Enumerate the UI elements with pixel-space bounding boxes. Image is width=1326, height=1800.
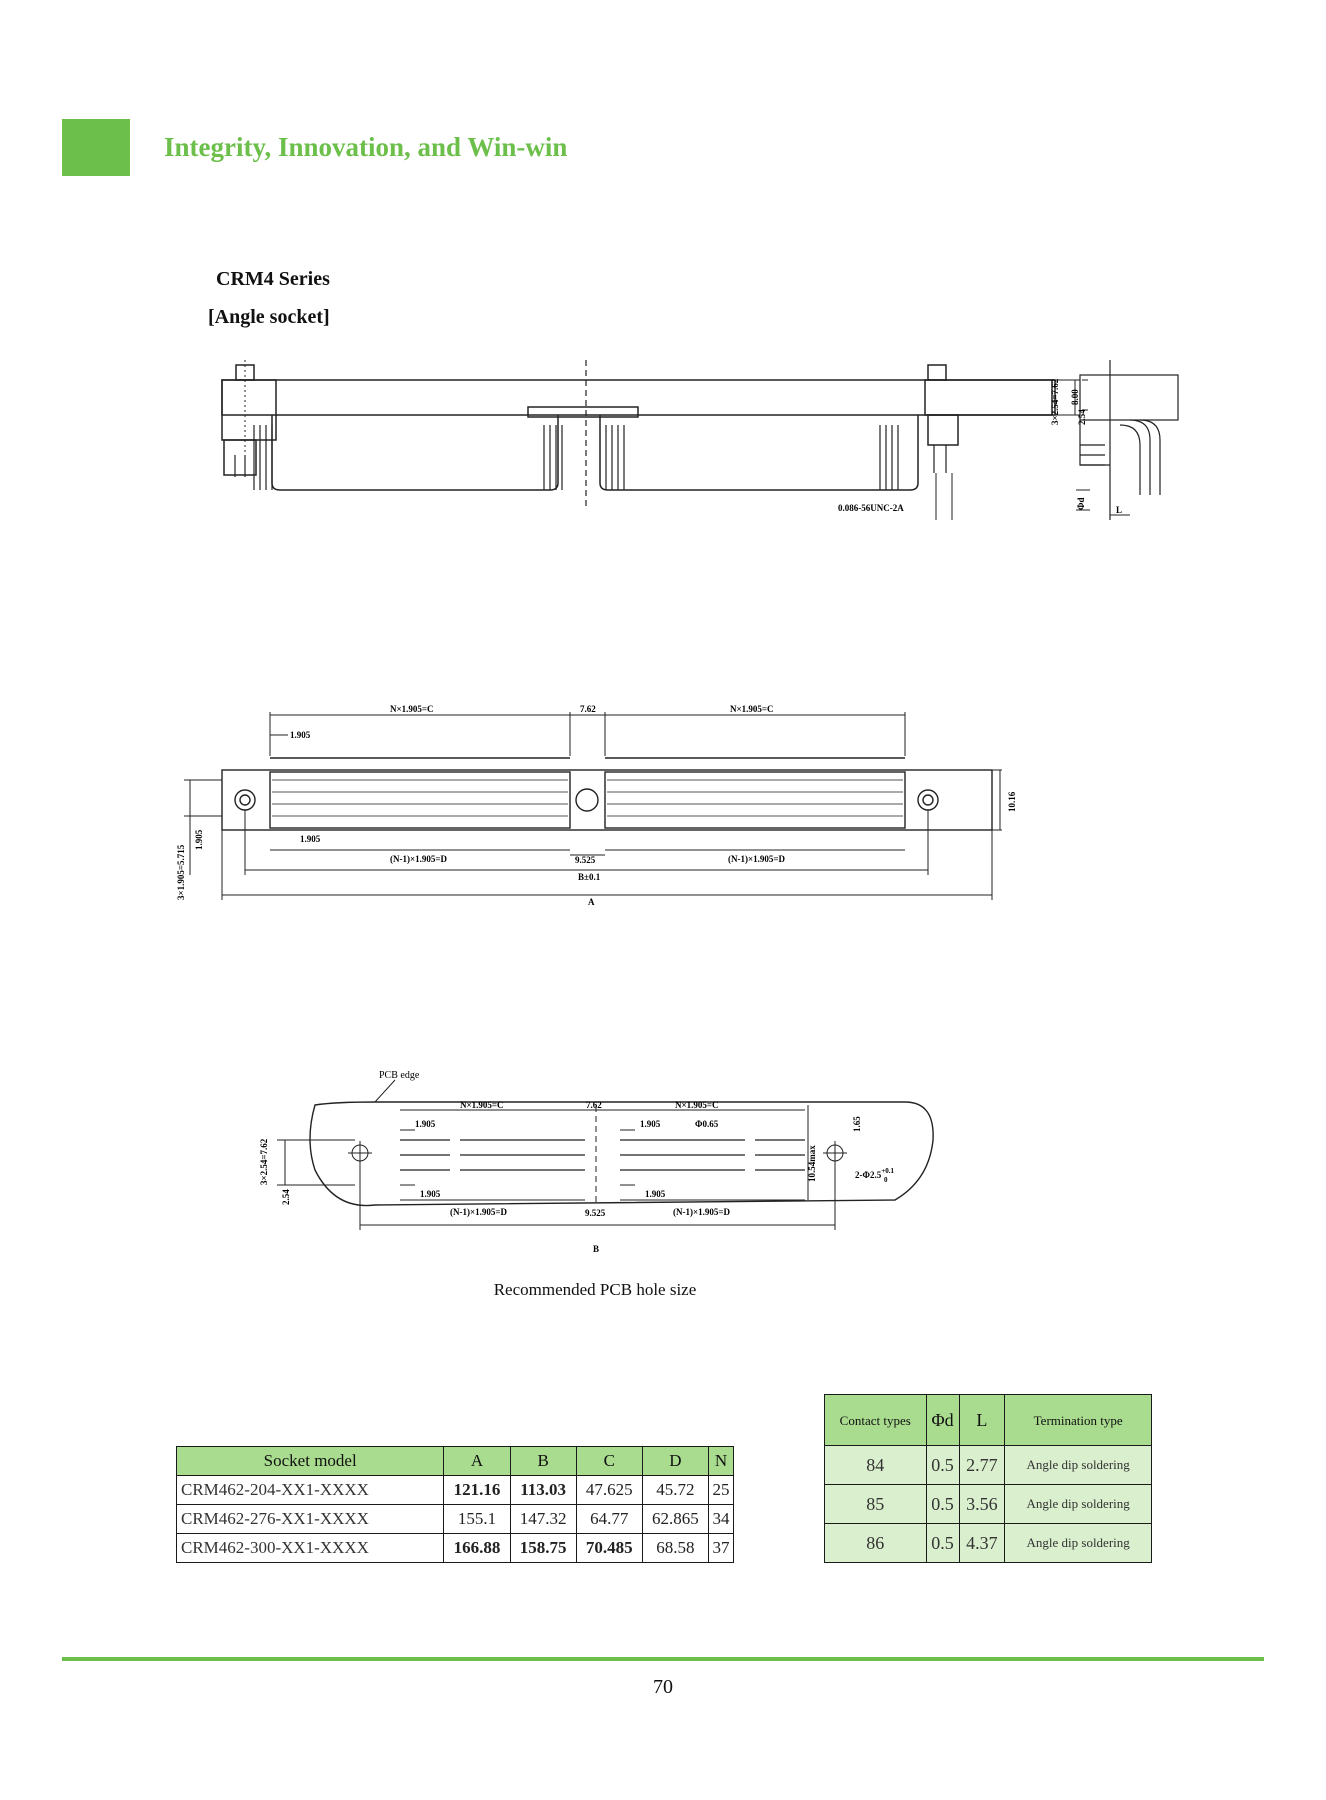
cell-phi-d: 0.5: [926, 1524, 959, 1563]
cell-l: 4.37: [959, 1524, 1005, 1563]
cell-contact-type: 86: [825, 1524, 927, 1563]
dim-gap: 7.62: [580, 704, 596, 714]
table-row: [825, 1446, 1152, 1485]
cell-n: 37: [709, 1534, 734, 1563]
dim-b: B: [593, 1244, 600, 1254]
cell-c: 47.625: [576, 1476, 642, 1505]
dim-pitch-bl: 1.905: [420, 1189, 441, 1199]
dim-pitch-span: 3×2.54=7.62: [1050, 378, 1060, 425]
cell-n: 25: [709, 1476, 734, 1505]
cell-contact-type: 84: [825, 1446, 927, 1485]
dim-c-right: N×1.905=C: [730, 704, 774, 714]
pcb-hole-rows: [400, 1140, 805, 1170]
cell-a: 155.1: [444, 1505, 510, 1534]
dim-pitch-tr: 1.905: [640, 1119, 661, 1129]
header-phi-d: Φd: [926, 1395, 959, 1446]
dim-c-left: N×1.905=C: [460, 1100, 504, 1110]
cell-phi-d: 0.5: [926, 1446, 959, 1485]
cell-a: 121.16: [444, 1476, 510, 1505]
cell-d: 68.58: [642, 1534, 708, 1563]
dim-edge-dist: 1.65: [852, 1116, 862, 1132]
dim-pitch-tl: 1.905: [415, 1119, 436, 1129]
dim-side-pitch: 1.905: [194, 829, 204, 850]
dim-d-right: (N-1)×1.905=D: [673, 1207, 730, 1217]
dim-b: B±0.1: [578, 872, 601, 882]
socket-side-view-drawing: [210, 355, 1180, 525]
dim-height: 10.16: [1007, 791, 1017, 812]
table-row: [177, 1476, 734, 1505]
dim-hole: Φ0.65: [695, 1119, 719, 1129]
cell-l: 3.56: [959, 1485, 1005, 1524]
dim-a: A: [588, 897, 595, 907]
header-b: B: [510, 1447, 576, 1476]
table-row: [177, 1505, 734, 1534]
dim-pitch: 2.54: [1077, 409, 1087, 425]
cell-termination: Angle dip soldering: [1005, 1446, 1152, 1485]
cell-model: CRM462-300-XX1-XXXX: [177, 1534, 444, 1563]
dim-phi-d: Φd: [1076, 497, 1086, 510]
header-l: L: [959, 1395, 1005, 1446]
cell-n: 34: [709, 1505, 734, 1534]
cell-c: 70.485: [576, 1534, 642, 1563]
series-subtitle: [Angle socket]: [208, 306, 330, 328]
header-c: C: [576, 1447, 642, 1476]
cell-model: CRM462-204-XX1-XXXX: [177, 1476, 444, 1505]
pcb-hole-layout-drawing: [255, 1060, 955, 1275]
dim-pitch-br: 1.905: [645, 1189, 666, 1199]
table-header-row: [177, 1447, 734, 1476]
dim-d-right: (N-1)×1.905=D: [728, 854, 785, 864]
dim-d-left: (N-1)×1.905=D: [450, 1207, 507, 1217]
dim-gap: 7.62: [586, 1100, 602, 1110]
dim-c-left: N×1.905=C: [390, 704, 434, 714]
header-termination-type: Termination type: [1005, 1395, 1152, 1446]
socket-top-view-drawing: [170, 700, 1017, 910]
cell-contact-type: 85: [825, 1485, 927, 1524]
header-accent-block: [62, 119, 130, 176]
cell-termination: Angle dip soldering: [1005, 1524, 1152, 1563]
cell-c: 64.77: [576, 1505, 642, 1534]
header-contact-types: Contact types: [825, 1395, 927, 1446]
dim-L: L: [1116, 505, 1123, 515]
dim-center: 9.525: [575, 855, 596, 865]
table-header-row: [825, 1395, 1152, 1446]
cell-d: 62.865: [642, 1505, 708, 1534]
page-number: 70: [653, 1676, 673, 1698]
dim-c-right: N×1.905=C: [675, 1100, 719, 1110]
cell-a: 166.88: [444, 1534, 510, 1563]
cell-b: 158.75: [510, 1534, 576, 1563]
contact-type-table: [824, 1394, 1152, 1563]
label-pcb-edge: PCB edge: [379, 1070, 420, 1081]
dim-max-height: 10.54max: [807, 1145, 817, 1182]
header-socket-model: Socket model: [177, 1447, 444, 1476]
socket-model-table: [176, 1446, 734, 1563]
cell-phi-d: 0.5: [926, 1485, 959, 1524]
dim-height: 8.00: [1070, 389, 1080, 405]
dim-side-span: 3×2.54=7.62: [259, 1138, 269, 1185]
dim-d-left: (N-1)×1.905=D: [390, 854, 447, 864]
header-n: N: [709, 1447, 734, 1476]
cell-d: 45.72: [642, 1476, 708, 1505]
dim-pitch-top: 1.905: [290, 730, 311, 740]
table-row: [825, 1485, 1152, 1524]
dim-pitch-bottom: 1.905: [300, 834, 321, 844]
cell-model: CRM462-276-XX1-XXXX: [177, 1505, 444, 1534]
series-title: CRM4 Series: [216, 268, 330, 290]
footer-divider: [62, 1657, 1264, 1661]
dim-side-span: 3×1.905=5.715: [176, 844, 186, 900]
table-row: [825, 1524, 1152, 1563]
header-a: A: [444, 1447, 510, 1476]
cell-termination: Angle dip soldering: [1005, 1485, 1152, 1524]
cell-b: 113.03: [510, 1476, 576, 1505]
cell-b: 147.32: [510, 1505, 576, 1534]
header-title: Integrity, Innovation, and Win-win: [164, 132, 568, 162]
table-row: [177, 1534, 734, 1563]
dim-side-pitch: 2.54: [281, 1189, 291, 1205]
cell-l: 2.77: [959, 1446, 1005, 1485]
header-d: D: [642, 1447, 708, 1476]
dim-mount: $2-\Phi 2.5^{+0.1}$ 0: [855, 1167, 894, 1184]
dim-thread: 0.086-56UNC-2A: [838, 503, 904, 513]
pcb-caption: Recommended PCB hole size: [493, 1280, 697, 1299]
dim-center: 9.525: [585, 1208, 606, 1218]
